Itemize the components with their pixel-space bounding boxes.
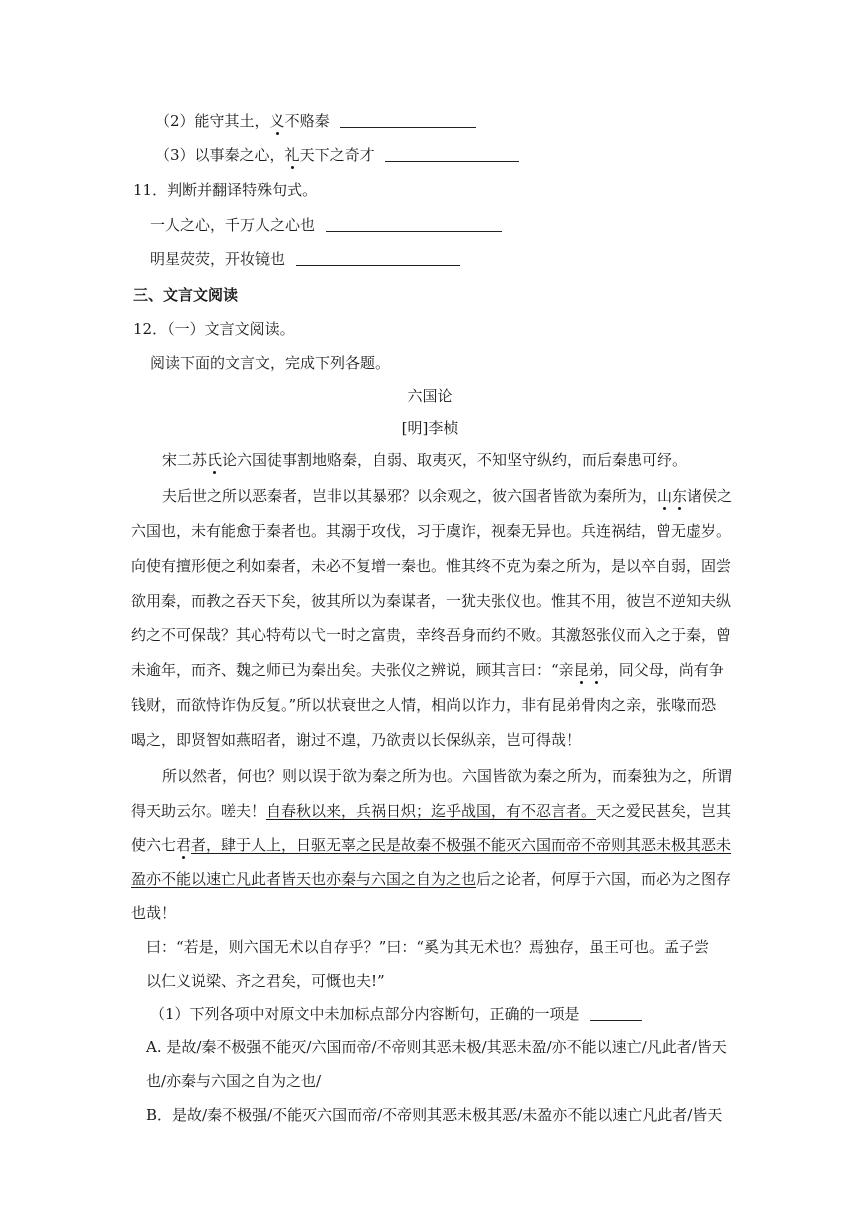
answer-blank[interactable]: [326, 217, 502, 232]
emphasis-dot-char: 山: [657, 487, 673, 505]
sub-question-1-stem: [150, 1003, 642, 1024]
passage-p2-line-8: 喝之，即贤智如燕昭者，谢过不遑，乃欲责以长保纵亲，岂可得哉！: [131, 731, 582, 749]
passage-title: 六国论: [407, 387, 453, 405]
passage-text: 使六七: [131, 836, 177, 854]
option-a-line-2[interactable]: 也/亦秦与六国之自为之也/: [146, 1072, 322, 1090]
passage-text: 后之论者，何厚于六国，而必为之图存: [476, 870, 732, 888]
emphasis-dot-char: 义: [269, 112, 285, 130]
passage-text: ，同父母，尚有争: [603, 661, 724, 679]
emphasis-dot-char: 弟: [588, 661, 604, 679]
section-heading: 三、文言文阅读: [133, 286, 239, 304]
underlined-unpunctuated-text: 者，肆于人上，日驱无辜之民是故秦不极强不能灭六国而帝不帝则其恶未极其恶未: [191, 836, 732, 854]
emphasis-dot-char: 君: [176, 836, 192, 854]
underlined-unpunctuated-text: 盈亦不能以速亡凡此者皆天也亦秦与六国之自为之也: [131, 870, 477, 888]
q10-item-2-text-a: （2）能守其土，: [155, 112, 270, 130]
passage-p3-line-1: 所以然者，何也？则以误于欲为秦之所为也。六国皆欲为秦之所为，而秦独为之，所谓: [162, 767, 733, 785]
passage-text: 诸侯之: [687, 487, 733, 505]
q10-item-2: [155, 110, 476, 131]
underlined-sentence: 自春秋以来，兵祸日炽；迄乎战国，有不忍言者。: [266, 802, 597, 820]
q11-stem: 11．判断并翻译特殊句式。: [133, 181, 318, 199]
passage-text: 论六国徒事割地赂秦，自弱、取夷灭，不知坚守纵约，而后秦患可纾。: [222, 451, 688, 469]
q10-item-3-text-a: （3）以事秦之心，: [155, 146, 285, 164]
q10-item-3: [155, 144, 519, 165]
passage-p4-line-1: 曰：“若是，则六国无术以自存乎？”曰：“奚为其无术也？焉独存，虽王可也。孟子尝: [146, 938, 710, 956]
passage-p2-line-7: 钱财，而欲恃诈伪反复。”所以状衰世之人情，相尚以诈力，非有昆弟骨肉之亲，张喙而恐: [131, 696, 717, 714]
answer-blank[interactable]: [340, 113, 476, 128]
passage-p4-line-2: 以仁义说梁、齐之君矣，可慨也夫!”: [146, 972, 385, 990]
passage-text: 得天助云尔。嗟夫！: [131, 802, 267, 820]
passage-p3-line-3: [131, 834, 731, 855]
passage-text: 宋二苏: [162, 451, 208, 469]
option-a-line-1[interactable]: A. 是故/秦不极强不能灭/六国而帝/不帝则其恶未极/其恶未盈/亦不能以速亡/凡此者/皆天: [146, 1038, 727, 1056]
answer-blank[interactable]: [296, 251, 460, 266]
passage-text: 夫后世之所以恶秦者，岂非以其暴邪？以余观之，彼六国者皆欲为秦所为，: [162, 487, 658, 505]
q11-sentence-2: [150, 248, 460, 269]
q11-sentence-1: [150, 214, 502, 235]
passage-p2-line-1: [162, 485, 732, 506]
sub-question-text: （1）下列各项中对原文中未加标点部分内容断句，正确的一项是: [150, 1005, 580, 1023]
passage-p3-line-5: 也哉！: [131, 904, 177, 922]
passage-text: 未逾年，而齐、魏之师已为秦出矣。夫张仪之辨说，顾其言曰：“亲: [131, 661, 574, 679]
emphasis-dot-char: 氏: [207, 451, 223, 469]
passage-p2-line-2: 六国也，未有能愈于秦者也。其溺于攻伐，习于虞诈，视秦无异也。兵连祸结，曾无虚岁。: [131, 522, 732, 540]
q12-stem: 12．（一）文言文阅读。: [133, 320, 295, 338]
passage-author: [明]李桢: [401, 419, 459, 437]
passage-p2-line-3: 向使有擅形便之利如秦者，未必不复增一秦也。惟其终不克为秦之所为，是以卒自弱，固尝: [131, 557, 732, 575]
q10-item-3-text-b: 天下之奇才: [299, 146, 375, 164]
answer-blank[interactable]: [385, 147, 519, 162]
q11-sentence-1-text: 一人之心，千万人之心也: [150, 216, 316, 234]
passage-p2-line-4: 欲用秦，而教之吞天下矣，彼其所以为秦谋者，一犹夫张仪也。惟其不用，彼岂不逆知夫纵: [131, 592, 732, 610]
q12-instruction: 阅读下面的文言文，完成下列各题。: [150, 354, 391, 372]
emphasis-dot-char: 礼: [284, 146, 300, 164]
passage-text: 天之爱民甚矣，岂其: [596, 802, 732, 820]
emphasis-dot-char: 东: [672, 487, 688, 505]
answer-blank[interactable]: [590, 1006, 642, 1021]
passage-p3-line-4: [131, 868, 731, 889]
emphasis-dot-char: 昆: [573, 661, 589, 679]
option-b-line-1[interactable]: B．是故/秦不极强/不能灭六国而帝/不帝则其恶未极其恶/未盈亦不能以速亡凡此者/皆天: [146, 1106, 723, 1124]
passage-paragraph-1: [162, 449, 687, 470]
q10-item-2-text-b: 不赂秦: [284, 112, 330, 130]
passage-p3-line-2: [131, 800, 731, 821]
q11-sentence-2-text: 明星荧荧，开妆镜也: [150, 250, 286, 268]
passage-p2-line-6: [131, 659, 724, 680]
passage-p2-line-5: 约之不可保哉？其心特苟以弋一时之富贵，幸终吾身而约不败。其激怒张仪而入之于秦，曾: [131, 626, 732, 644]
